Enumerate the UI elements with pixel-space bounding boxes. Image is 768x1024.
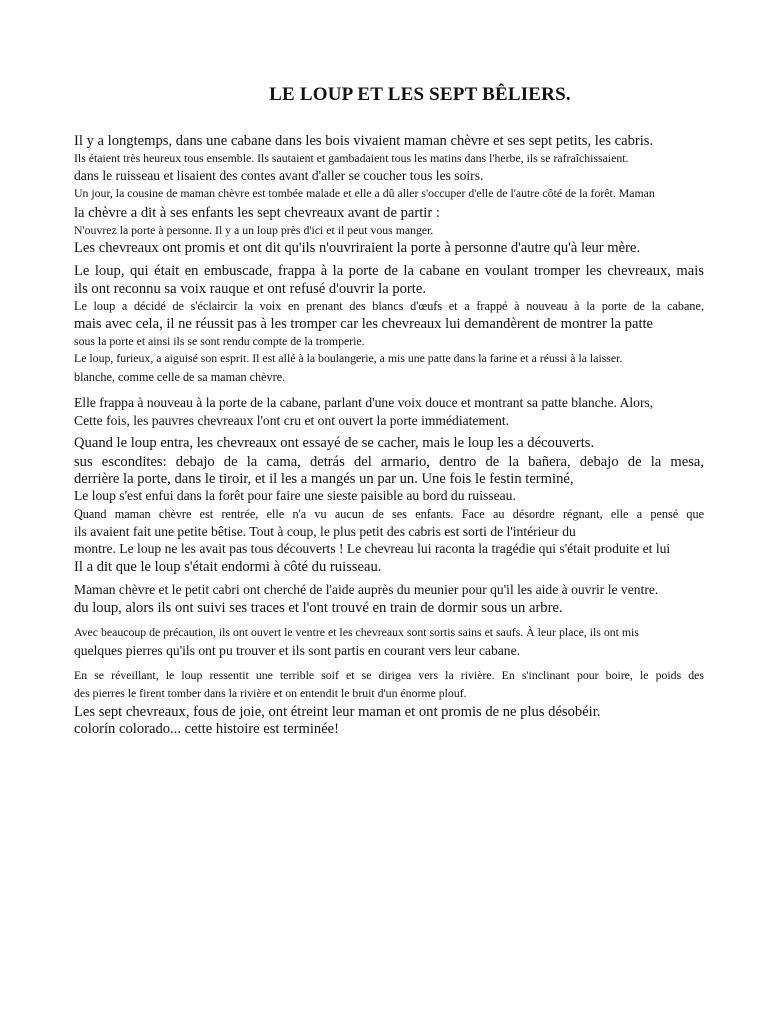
text-line: Un jour, la cousine de maman chèvre est tombée malade et elle a dû aller s'occuper d'elle de l'autre côté de la forêt. Maman [74,186,655,200]
text-line: Le loup s'est enfui dans la forêt pour faire une sieste paisible au bord du ruisseau. [74,488,516,503]
text-line: quelques pierres qu'ils ont pu trouver et ils sont partis en courant vers leur cabane. [74,643,521,658]
text-line: Ils étaient très heureux tous ensemble. Ils sautaient et gambadaient tous les matins dans l'herbe, ils se rafraîchissaient. [74,151,629,165]
text-line: En se réveillant, le loup ressentit une terrible soif et se dirigea vers la rivière. En s'inclinant pour boire, le poids des [74,668,704,682]
text-line: Il y a longtemps, dans une cabane dans les bois vivaient maman chèvre et ses sept petits, les cabris. [74,133,654,149]
text-line: Maman chèvre et le petit cabri ont cherché de l'aide auprès du meunier pour qu'il les aide à ouvrir le ventre. [74,582,659,597]
text-line: Les sept chevreaux, fous de joie, ont étreint leur maman et ont promis de ne plus désobéir. [74,704,601,720]
text-line: la chèvre a dit à ses enfants les sept chevreaux avant de partir : [74,205,440,221]
text-line: colorín colorado... cette histoire est terminée! [74,721,340,737]
text-line: Elle frappa à nouveau à la porte de la cabane, parlant d'une voix douce et montrant sa patte blanche. Alors, [74,395,654,410]
text-line: ils ont reconnu sa voix rauque et ont refusé d'ouvrir la porte. [74,281,426,297]
text-line: des pierres le firent tomber dans la rivière et on entendit le bruit d'un énorme plouf. [74,686,467,700]
text-line: Quand maman chèvre est rentrée, elle n'a vu aucun de ses enfants. Face au désordre régnant, elle a pensé que [74,507,704,521]
text-line: Quand le loup entra, les chevreaux ont essayé de se cacher, mais le loup les a découverts. [74,435,595,451]
text-line: mais avec cela, il ne réussit pas à les tromper car les chevreaux lui demandèrent de montrer la patte [74,316,654,332]
text-line: Cette fois, les pauvres chevreaux l'ont cru et ont ouvert la porte immédiatement. [74,413,510,428]
text-line: Le loup, furieux, a aiguisé son esprit. Il est allé à la boulangerie, a mis une patte dans la farine et a réussi à la laisser. [74,351,623,365]
text-line: sous la porte et ainsi ils se sont rendu compte de la tromperie. [74,334,365,348]
document-title: LE LOUP ET LES SEPT BÊLIERS. [269,84,571,105]
text-line: N'ouvrez la porte à personne. Il y a un loup près d'ici et il peut vous manger. [74,223,434,237]
text-line: Il a dit que le loup s'était endormi à côté du ruisseau. [74,559,382,575]
text-line: du loup, alors ils ont suivi ses traces et l'ont trouvé en train de dormir sous un arbre. [74,600,563,616]
text-line: sus escondites: debajo de la cama, detrás del armario, dentro de la bañera, debajo de la mesa, [74,454,704,470]
text-line: blanche, comme celle de sa maman chèvre. [74,370,286,384]
text-line: ils avaient fait une petite bêtise. Tout à coup, le plus petit des cabris est sorti de l'intérieur du [74,524,576,539]
text-line: Les chevreaux ont promis et ont dit qu'ils n'ouvriraient la porte à personne d'autre qu'à leur mère. [74,240,641,256]
text-line: Avec beaucoup de précaution, ils ont ouvert le ventre et les chevreaux sont sortis sains et saufs. À leur place, ils ont mis [74,625,639,639]
text-line: Le loup, qui était en embuscade, frappa à la porte de la cabane en voulant tromper les chevreaux, mais [74,263,704,279]
text-line: dans le ruisseau et lisaient des contes avant d'aller se coucher tous les soirs. [74,168,484,183]
text-line: montre. Le loup ne les avait pas tous découverts ! Le chevreau lui raconta la tragédie qui s'était produite et lui [74,541,671,556]
text-line: Le loup a décidé de s'éclaircir la voix en prenant des blancs d'œufs et a frappé à nouveau à la porte de la cabane, [74,299,704,313]
text-line: derrière la porte, dans le tiroir, et il les a mangés un par un. Une fois le festin terminé, [74,471,574,487]
